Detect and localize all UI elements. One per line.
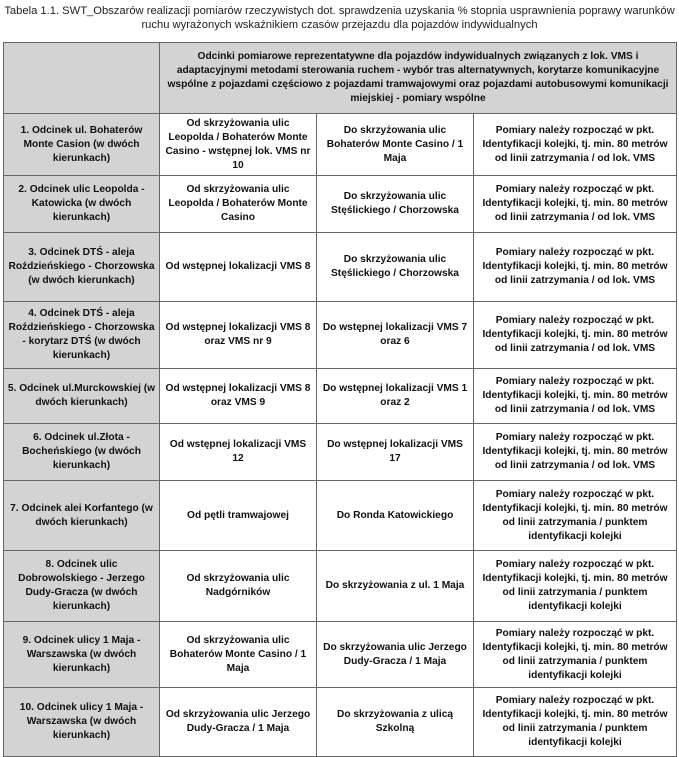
segment-name-cell: 5. Odcinek ul.Murckowskiej (w dwóch kierunkach) — [4, 369, 160, 424]
segment-from-cell: Od wstępnej lokalizacji VMS 8 — [160, 233, 317, 302]
segment-name-cell: 4. Odcinek DTŚ - aleja Roździeńskiego - Chorzowska - korytarz DTŚ (w dwóch kierunkach) — [4, 302, 160, 369]
segment-from-cell: Od pętli tramwajowej — [160, 481, 317, 551]
segment-to-cell: Do Ronda Katowickiego — [317, 481, 474, 551]
table-row — [4, 302, 677, 369]
segment-name-cell: 1. Odcinek ul. Bohaterów Monte Casion (w dwóch kierunkach) — [4, 114, 160, 176]
segment-note-cell: Pomiary należy rozpocząć w pkt. Identyfikacji kolejki, tj. min. 80 metrów od linii zatrzymania / od lok. VMS — [474, 176, 677, 233]
table-row — [4, 369, 677, 424]
segment-to-cell: Do skrzyżowania ulic Jerzego Dudy-Gracza / 1 Maja — [317, 622, 474, 688]
segment-name-cell: 8. Odcinek ulic Dobrowolskiego - Jerzego Dudy-Gracza (w dwóch kierunkach) — [4, 551, 160, 622]
segment-note-cell: Pomiary należy rozpocząć w pkt. Identyfikacji kolejki, tj. min. 80 metrów od linii zatrzymania / punktem identyfikacji kolejki — [474, 688, 677, 757]
segment-note-cell: Pomiary należy rozpocząć w pkt. Identyfikacji kolejki, tj. min. 80 metrów od linii zatrzymania / od lok. VMS — [474, 114, 677, 176]
table-row — [4, 622, 677, 688]
segment-to-cell: Do skrzyżowania ulic Stęślickiego / Chorzowska — [317, 176, 474, 233]
table-row — [4, 233, 677, 302]
segment-note-cell: Pomiary należy rozpocząć w pkt. Identyfikacji kolejki, tj. min. 80 metrów od linii zatrzymania / punktem identyfikacji kolejki — [474, 481, 677, 551]
segment-from-cell: Od skrzyżowania ulic Bohaterów Monte Casino / 1 Maja — [160, 622, 317, 688]
header-row — [4, 43, 677, 114]
table-row — [4, 688, 677, 757]
table-row — [4, 114, 677, 176]
segment-name-cell: 9. Odcinek ulicy 1 Maja - Warszawska (w dwóch kierunkach) — [4, 622, 160, 688]
segment-note-cell: Pomiary należy rozpocząć w pkt. Identyfikacji kolejki, tj. min. 80 metrów od linii zatrzymania / punktem identyfikacji kolejki — [474, 622, 677, 688]
segment-name-cell: 10. Odcinek ulicy 1 Maja - Warszawska (w dwóch kierunkach) — [4, 688, 160, 757]
segment-note-cell: Pomiary należy rozpocząć w pkt. Identyfikacji kolejki, tj. min. 80 metrów od linii zatrzymania / od lok. VMS — [474, 233, 677, 302]
segment-to-cell: Do wstępnej lokalizacji VMS 1 oraz 2 — [317, 369, 474, 424]
header-title-cell: Odcinki pomiarowe reprezentatywne dla pojazdów indywidualnych związanych z lok. VMS i adaptacyjnymi metodami sterowania ruchem - wybór tras alternatywnych, korytarze komunikacyjne wspólne z pojazdami częściowo z pojazdami tramwajowymi oraz pojazdami autobusowymi komunikacji miejskiej - pomiary wspólne — [160, 43, 677, 114]
segment-note-cell: Pomiary należy rozpocząć w pkt. Identyfikacji kolejki, tj. min. 80 metrów od linii zatrzymania / od lok. VMS — [474, 424, 677, 481]
segment-to-cell: Do wstępnej lokalizacji VMS 17 — [317, 424, 474, 481]
segment-to-cell: Do skrzyżowania z ulicą Szkolną — [317, 688, 474, 757]
segment-note-cell: Pomiary należy rozpocząć w pkt. Identyfikacji kolejki, tj. min. 80 metrów od linii zatrzymania / od lok. VMS — [474, 369, 677, 424]
segment-from-cell: Od wstępnej lokalizacji VMS 12 — [160, 424, 317, 481]
segment-to-cell: Do skrzyżowania ulic Stęślickiego / Chorzowska — [317, 233, 474, 302]
segment-name-cell: 3. Odcinek DTŚ - aleja Roździeńskiego - Chorzowska (w dwóch kierunkach) — [4, 233, 160, 302]
segment-name-cell: 6. Odcinek ul.Złota - Bocheńskiego (w dwóch kierunkach) — [4, 424, 160, 481]
header-corner-cell — [4, 43, 160, 114]
segment-name-cell: 7. Odcinek alei Korfantego (w dwóch kierunkach) — [4, 481, 160, 551]
segment-to-cell: Do wstępnej lokalizacji VMS 7 oraz 6 — [317, 302, 474, 369]
segment-from-cell: Od skrzyżowania ulic Jerzego Dudy-Gracza / 1 Maja — [160, 688, 317, 757]
segment-note-cell: Pomiary należy rozpocząć w pkt. Identyfikacji kolejki, tj. min. 80 metrów od linii zatrzymania / punktem identyfikacji kolejki — [474, 551, 677, 622]
segment-from-cell: Od wstępnej lokalizacji VMS 8 oraz VMS nr 9 — [160, 302, 317, 369]
segment-from-cell: Od wstępnej lokalizacji VMS 8 oraz VMS 9 — [160, 369, 317, 424]
segment-to-cell: Do skrzyżowania z ul. 1 Maja — [317, 551, 474, 622]
segment-from-cell: Od skrzyżowania ulic Leopolda / Bohaterów Monte Casino — [160, 176, 317, 233]
table-caption: Tabela 1.1. SWT_Obszarów realizacji pomiarów rzeczywistych dot. sprawdzenia uzyskania % stopnia usprawnienia poprawy warunków ruchu wyrażonych wskaźnikiem czasów przejazdu dla pojazdów indywidualnych — [4, 5, 675, 31]
table-row — [4, 551, 677, 622]
table-row — [4, 176, 677, 233]
segment-from-cell: Od skrzyżowania ulic Leopolda / Bohaterów Monte Casino - wstępnej lok. VMS nr 10 — [160, 114, 317, 176]
measurement-table — [3, 42, 677, 757]
table-row — [4, 481, 677, 551]
segment-note-cell: Pomiary należy rozpocząć w pkt. Identyfikacji kolejki, tj. min. 80 metrów od linii zatrzymania / od lok. VMS — [474, 302, 677, 369]
segment-to-cell: Do skrzyżowania ulic Bohaterów Monte Casino / 1 Maja — [317, 114, 474, 176]
table-row — [4, 424, 677, 481]
segment-from-cell: Od skrzyżowania ulic Nadgórników — [160, 551, 317, 622]
segment-name-cell: 2. Odcinek ulic Leopolda - Katowicka (w dwóch kierunkach) — [4, 176, 160, 233]
